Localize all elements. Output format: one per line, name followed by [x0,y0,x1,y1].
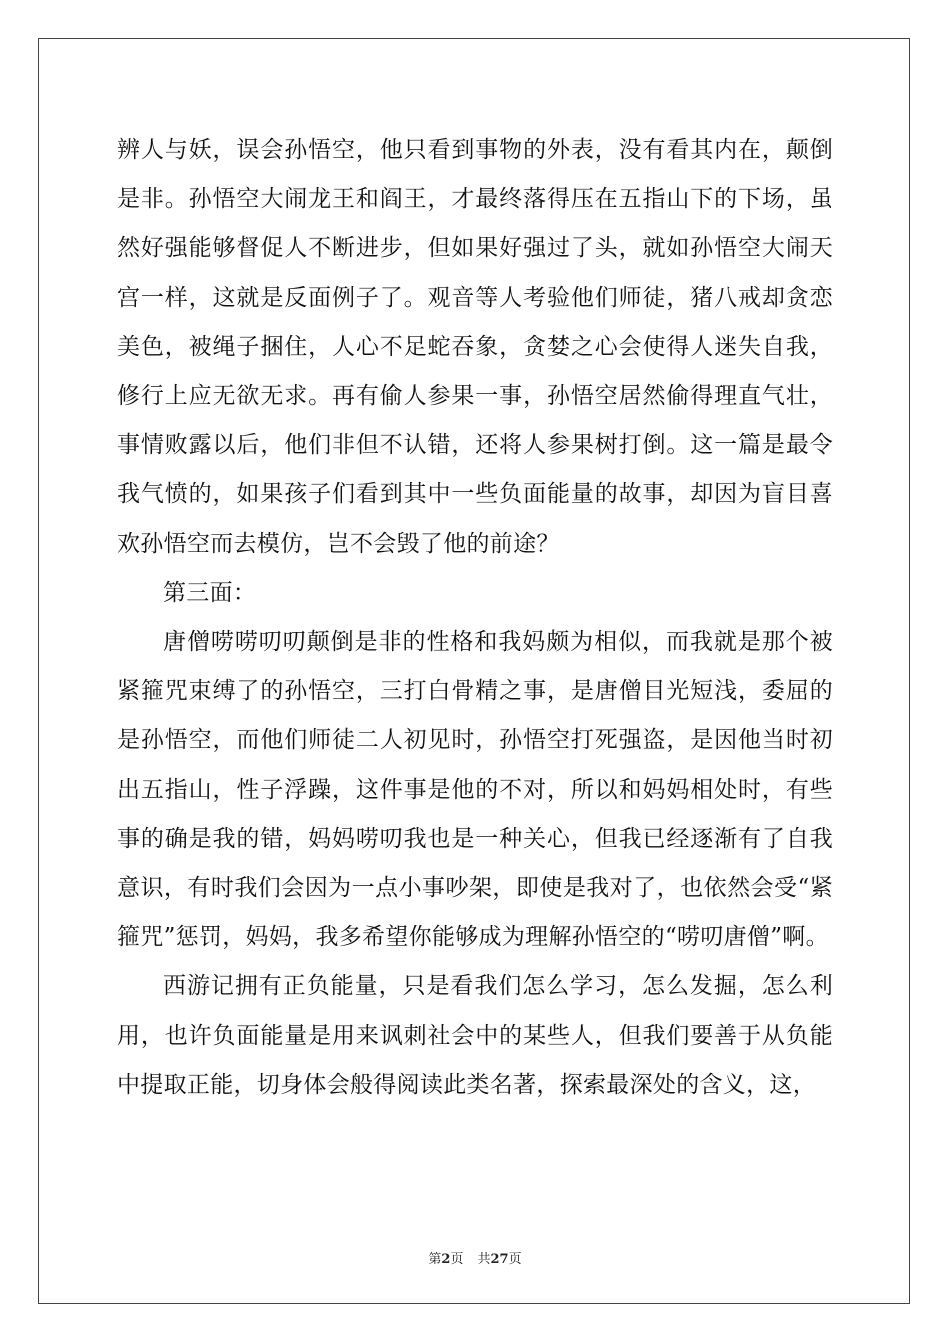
paragraph-4: 西游记拥有正负能量，只是看我们怎么学习，怎么发掘，怎么利用，也许负面能量是用来讽刺社会中的某些人，但我们要善于从负能中提取正能，切身体会般得阅读此类名著，探索最深处的含义，这， [117,973,833,1098]
footer-current-page: 2 [441,1252,451,1267]
footer-prefix: 第 [428,1252,442,1267]
page-footer [0,1248,950,1267]
paragraph-2-section-heading: 第三面： [163,579,257,606]
footer-page-word: 页 [450,1252,464,1267]
paragraph-3: 唐僧唠唠叨叨颠倒是非的性格和我妈颇为相似，而我就是那个被紧箍咒束缚了的孙悟空，三打白骨精之事，是唐僧目光短浅，委屈的是孙悟空，而他们师徒二人初见时，孙悟空打死强盗，是因他当时初出五指山，性子浮躁，这件事是他的不对，所以和妈妈相处时，有些事的确是我的错，妈妈唠叨我也是一种关心，但我已经逐渐有了自我意识，有时我们会因为一点小事吵架，即使是我对了，也依然会受“紧箍咒”惩罚，妈妈，我多希望你能够成为理解孙悟空的“唠叨唐僧”啊。 [117,629,833,951]
paragraph-1: 辨人与妖，误会孙悟空，他只看到事物的外表，没有看其内在，颠倒是非。孙悟空大闹龙王和阎王，才最终落得压在五指山下的下场，虽然好强能够督促人不断进步，但如果好强过了头，就如孙悟空大闹天宫一样，这就是反面例子了。观音等人考验他们师徒，猪八戒却贪恋美色，被绳子捆住，人心不足蛇吞象，贪婪之心会使得人迷失自我，修行上应无欲无求。再有偷人参果一事，孙悟空居然偷得理直气壮，事情败露以后，他们非但不认错，还将人参果树打倒。这一篇是最令我气愤的，如果孩子们看到其中一些负面能量的故事，却因为盲目喜欢孙悟空而去模仿，岂不会毁了他的前途？ [117,137,833,557]
footer-total-pages: 27 [490,1252,509,1267]
footer-total-prefix: 共 [477,1252,491,1267]
footer-total-suffix: 页 [508,1252,522,1267]
document-body [117,126,833,1110]
